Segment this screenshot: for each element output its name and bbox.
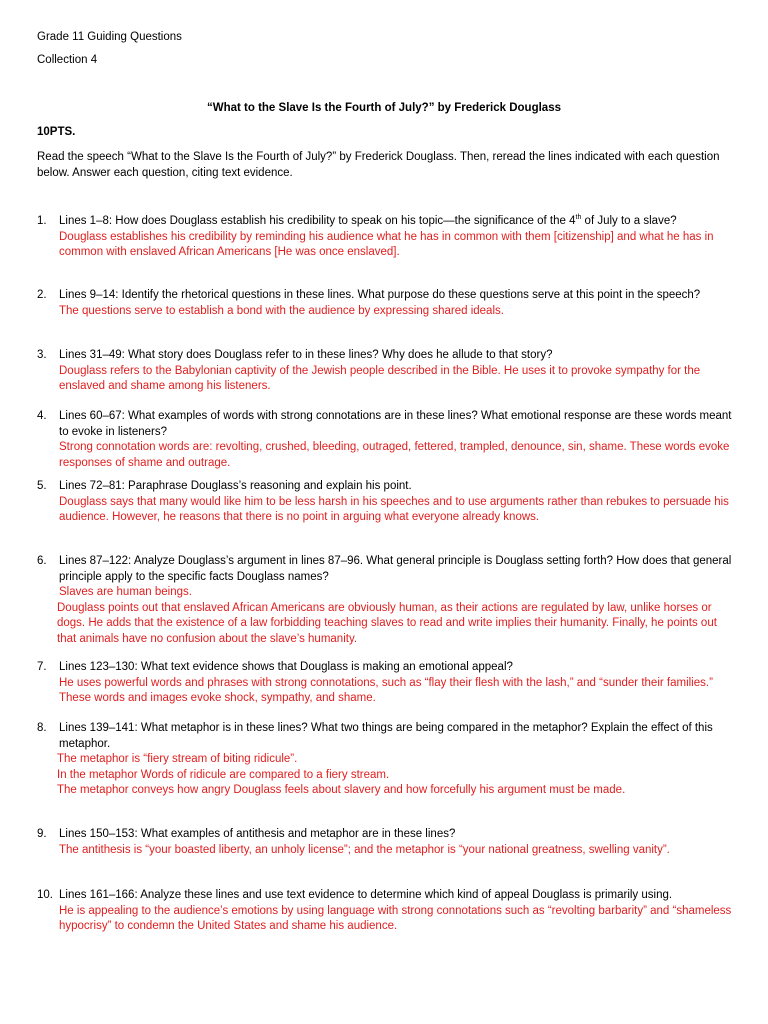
- question-number: 6.: [37, 555, 47, 567]
- answer-text: In the metaphor Words of ridicule are compared to a fiery stream.: [57, 768, 390, 781]
- question-3: [37, 348, 737, 395]
- question-number: 2.: [37, 289, 47, 301]
- question-text: Lines 161–166: Analyze these lines and use text evidence to determine which kind of appeal Douglass is primarily using.: [59, 889, 673, 901]
- question-text: Lines 31–49: What story does Douglass refer to in these lines? Why does he allude to that story?: [59, 349, 553, 361]
- answer-text: Slaves are human beings.: [59, 586, 192, 598]
- question-number: 9.: [37, 828, 47, 840]
- answer-text: Douglass points out that enslaved African Americans are obviously human, as their actions are regulated by law, unlike horses or dogs. He adds that the existence of a law forbidding teaching slaves to read and write implies their humanity. Finally, he points out that animals have no confusion about the slave’s humanity.: [57, 601, 717, 645]
- question-text: Lines 60–67: What examples of words with strong connotations are in these lines? What emotional response are these words meant to evoke in listeners?: [59, 410, 732, 438]
- question-text: Lines 150–153: What examples of antithesis and metaphor are in these lines?: [59, 828, 456, 840]
- question-text: Lines 123–130: What text evidence shows that Douglass is making an emotional appeal?: [59, 661, 513, 673]
- question-number: 10.: [37, 889, 53, 901]
- answer-text: The antithesis is “your boasted liberty, an unholy license”; and the metaphor is “your national greatness, swelling vanity”.: [59, 843, 670, 856]
- question-number: 4.: [37, 410, 47, 422]
- document-title: “What to the Slave Is the Fourth of July?” by Frederick Douglass: [206, 102, 561, 114]
- instructions: Read the speech “What to the Slave Is the Fourth of July?” by Frederick Douglass. Then, reread the lines indicated with each question below. Answer each question, citing text evidence.: [37, 151, 720, 179]
- collection-heading: Collection 4: [37, 54, 98, 66]
- question-4: [37, 409, 737, 471]
- answer-text: He uses powerful words and phrases with strong connotations, such as “flay their flesh with the lash,” and “sunder their families.” These words and images evoke shock, sympathy, and shame.: [59, 676, 713, 704]
- question-6: [37, 554, 737, 647]
- question-number: 8.: [37, 722, 47, 734]
- question-2: [37, 288, 737, 319]
- question-10: [37, 888, 737, 935]
- answer-text: Strong connotation words are: revolting, crushed, bleeding, outraged, fettered, trampled, denounce, sin, shame. These words evoke responses of shame and outrage.: [59, 441, 730, 469]
- points-label: 10PTS.: [37, 126, 76, 138]
- question-5: [37, 479, 737, 526]
- question-8: [37, 721, 737, 799]
- question-number: 7.: [37, 661, 47, 673]
- answer-text: The questions serve to establish a bond with the audience by expressing shared ideals.: [59, 304, 504, 317]
- answer-text: The metaphor is “fiery stream of biting ridicule”.: [57, 753, 298, 765]
- question-7: [37, 660, 737, 707]
- question-text: Lines 139–141: What metaphor is in these lines? What two things are being compared in the metaphor? Explain the effect of this metaphor.: [59, 722, 713, 750]
- question-text: Lines 1–8: How does Douglass establish his credibility to speak on his topic—the significance of the 4th of July to a slave?: [59, 214, 677, 227]
- question-number: 3.: [37, 349, 47, 361]
- ordinal-suffix: th: [575, 214, 582, 222]
- question-text: Lines 9–14: Identify the rhetorical questions in these lines. What purpose do these questions serve at this point in the speech?: [59, 289, 701, 301]
- answer-text: He is appealing to the audience’s emotions by using language with strong connotations such as “revolting barbarity” and “shameless hypocrisy” to condemn the United States and shame his audience.: [59, 904, 732, 932]
- course-heading: Grade 11 Guiding Questions: [37, 31, 182, 43]
- answer-text: Douglass says that many would like him to be less harsh in his speeches and to use arguments rather than rebukes to persuade his audience. However, he reasons that there is no point in arguing what everyone already knows.: [59, 495, 729, 523]
- question-text: Lines 87–122: Analyze Douglass’s argument in lines 87–96. What general principle is Douglass setting forth? How does that general principle apply to the specific facts Douglass names?: [59, 555, 732, 583]
- answer-text: Douglass establishes his credibility by reminding his audience what he has in common with them [citizenship] and what he has in common with enslaved African Americans [He was once enslaved].: [59, 230, 714, 258]
- question-number: 5.: [37, 480, 47, 492]
- question-9: [37, 827, 737, 858]
- answer-text: Douglass refers to the Babylonian captivity of the Jewish people described in the Bible. He uses it to provoke sympathy for the enslaved and shame among his listeners.: [59, 364, 701, 392]
- question-number: 1.: [37, 215, 47, 227]
- question-text: Lines 72–81: Paraphrase Douglass’s reasoning and explain his point.: [59, 480, 412, 492]
- question-1: [37, 214, 737, 261]
- answer-text: The metaphor conveys how angry Douglass feels about slavery and how forcefully his argument must be made.: [57, 784, 626, 796]
